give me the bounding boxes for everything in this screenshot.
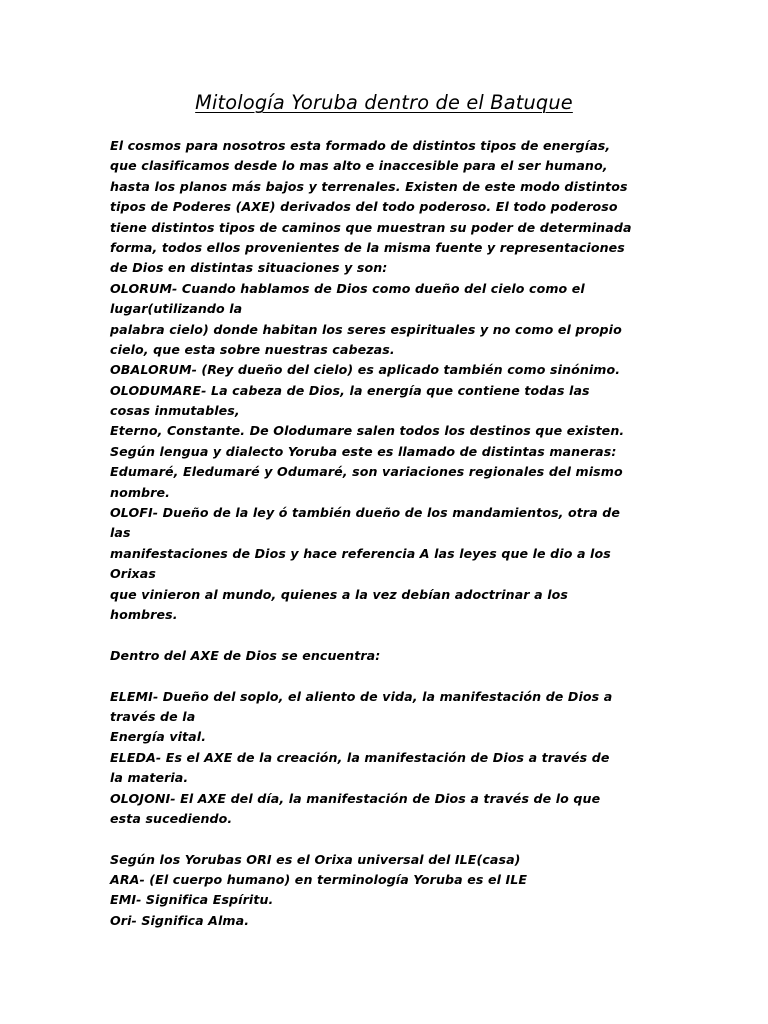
text-line: palabra cielo) donde habitan los seres espirituales y no como el propio	[110, 321, 622, 337]
text-line: OBALORUM- (Rey dueño del cielo) es aplicado también como sinónimo.	[110, 362, 621, 378]
text-line: través de la	[110, 708, 196, 724]
text-line: OLORUM- Cuando hablamos de Dios como dueño del cielo como el	[110, 280, 585, 296]
paragraph	[110, 850, 670, 932]
text-line: que clasificamos desde lo mas alto e inaccesible para el ser humano,	[110, 158, 608, 174]
text-line: Energía vital.	[110, 729, 207, 745]
paragraph	[110, 687, 670, 830]
text-line: tiene distintos tipos de caminos que muestran su poder de determinada	[110, 219, 632, 235]
paragraph	[110, 136, 670, 625]
text-line: las	[110, 525, 131, 541]
text-line: de Dios en distintas situaciones y son:	[110, 260, 388, 276]
document-title: Mitología Yoruba dentro de el Batuque	[195, 91, 573, 114]
paragraph-gap	[110, 829, 670, 849]
text-line: ELEMI- Dueño del soplo, el aliento de vida, la manifestación de Dios a	[110, 688, 613, 704]
text-line: OLODUMARE- La cabeza de Dios, la energía que contiene todas las	[110, 382, 590, 398]
text-line: tipos de Poderes (AXE) derivados del todo poderoso. El todo poderoso	[110, 199, 618, 215]
text-line: Según los Yorubas ORI es el Orixa universal del ILE(casa)	[110, 851, 521, 867]
text-line: Orixas	[110, 566, 156, 582]
text-line: OLOFI- Dueño de la ley ó también dueño de los mandamientos, otra de	[110, 505, 621, 521]
text-line: Dentro del AXE de Dios se encuentra:	[110, 647, 381, 663]
text-line: esta sucediendo.	[110, 810, 233, 826]
text-line: ELEDA- Es el AXE de la creación, la manifestación de Dios a través de	[110, 749, 610, 765]
document-body	[110, 136, 670, 931]
paragraph	[110, 646, 670, 666]
text-line: Ori- Significa Alma.	[110, 912, 250, 928]
text-line: Según lengua y dialecto Yoruba este es llamado de distintas maneras:	[110, 443, 617, 459]
text-line: que vinieron al mundo, quienes a la vez debían adoctrinar a los	[110, 586, 568, 602]
text-line: nombre.	[110, 484, 170, 500]
text-line: EMI- Significa Espíritu.	[110, 892, 274, 908]
paragraph-gap	[110, 625, 670, 645]
text-line: hasta los planos más bajos y terrenales. Existen de este modo distintos	[110, 178, 628, 194]
text-line: Eterno, Constante. De Olodumare salen todos los destinos que existen.	[110, 423, 625, 439]
text-line: forma, todos ellos provenientes de la misma fuente y representaciones	[110, 239, 625, 255]
text-line: cosas inmutables,	[110, 403, 240, 419]
paragraph-gap	[110, 666, 670, 686]
text-line: cielo, que esta sobre nuestras cabezas.	[110, 341, 395, 357]
text-line: El cosmos para nosotros esta formado de distintos tipos de energías,	[110, 138, 611, 153]
text-line: ARA- (El cuerpo humano) en terminología Yoruba es el ILE	[110, 872, 528, 888]
text-line: la materia.	[110, 770, 189, 786]
text-line: hombres.	[110, 606, 178, 622]
text-line: manifestaciones de Dios y hace referencia A las leyes que le dio a los	[110, 545, 611, 561]
text-line: Edumaré, Eledumaré y Odumaré, son variaciones regionales del mismo	[110, 464, 623, 480]
text-line: lugar(utilizando la	[110, 301, 243, 317]
text-line: OLOJONI- El AXE del día, la manifestación de Dios a través de lo que	[110, 790, 601, 806]
